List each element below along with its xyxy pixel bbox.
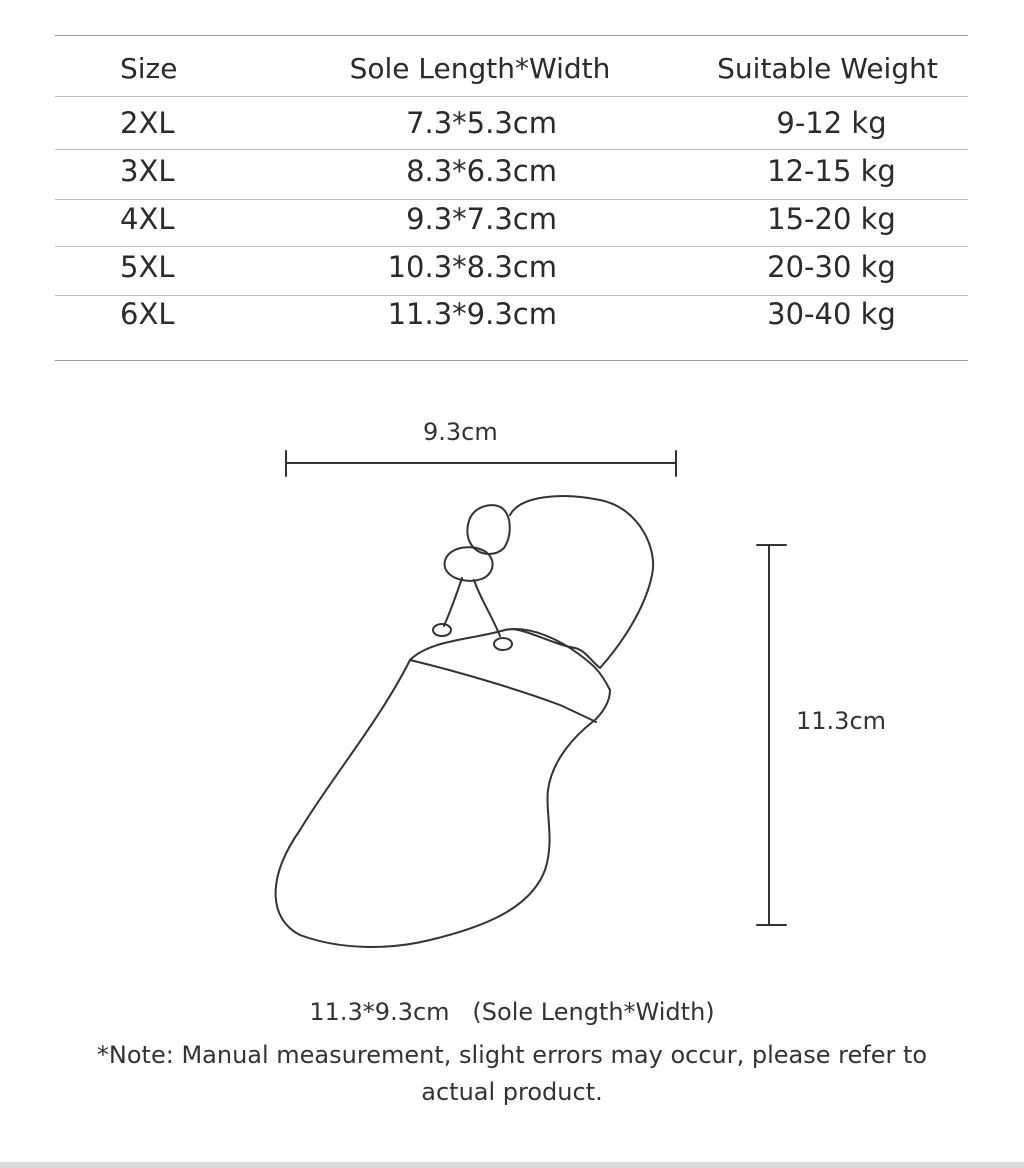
width-label: 9.3cm: [423, 418, 498, 446]
size-caption: 11.3*9.3cm (Sole Length*Width): [309, 998, 715, 1026]
size-cell: 3XL: [120, 154, 175, 188]
height-dimension-line: [757, 545, 786, 925]
weight-cell: 9-12 kg: [776, 106, 887, 140]
sole-cell: 8.3*6.3cm: [406, 154, 557, 188]
weight-cell: 12-15 kg: [767, 154, 896, 188]
header-divider: [55, 96, 968, 97]
weight-cell: 30-40 kg: [767, 297, 896, 331]
table-bottom-border: [55, 360, 968, 361]
weight-cell: 20-30 kg: [767, 250, 896, 284]
sole-cell: 9.3*7.3cm: [406, 202, 557, 236]
sole-cell: 10.3*8.3cm: [387, 250, 557, 284]
header-size: Size: [120, 52, 178, 85]
row-divider: [55, 149, 968, 150]
height-label: 11.3cm: [796, 707, 887, 735]
table-top-border: [55, 35, 968, 36]
row-divider: [55, 246, 968, 247]
row-divider: [55, 295, 968, 296]
header-suitable-weight: Suitable Weight: [717, 52, 938, 85]
sole-cell: 11.3*9.3cm: [387, 297, 557, 331]
measurement-note: *Note: Manual measurement, slight errors may occur, please refer to actual product.: [96, 1041, 928, 1106]
size-cell: 2XL: [120, 106, 175, 140]
size-cell: 5XL: [120, 250, 175, 284]
size-cell: 4XL: [120, 202, 175, 236]
row-divider: [55, 199, 968, 200]
boot-diagram: [0, 380, 1024, 980]
weight-cell: 15-20 kg: [767, 202, 896, 236]
width-dimension-line: [286, 451, 676, 476]
boot-icon: [276, 496, 654, 947]
sole-cell: 7.3*5.3cm: [406, 106, 557, 140]
bottom-divider: [0, 1162, 1024, 1168]
header-sole-length-width: Sole Length*Width: [349, 52, 611, 85]
size-cell: 6XL: [120, 297, 175, 331]
